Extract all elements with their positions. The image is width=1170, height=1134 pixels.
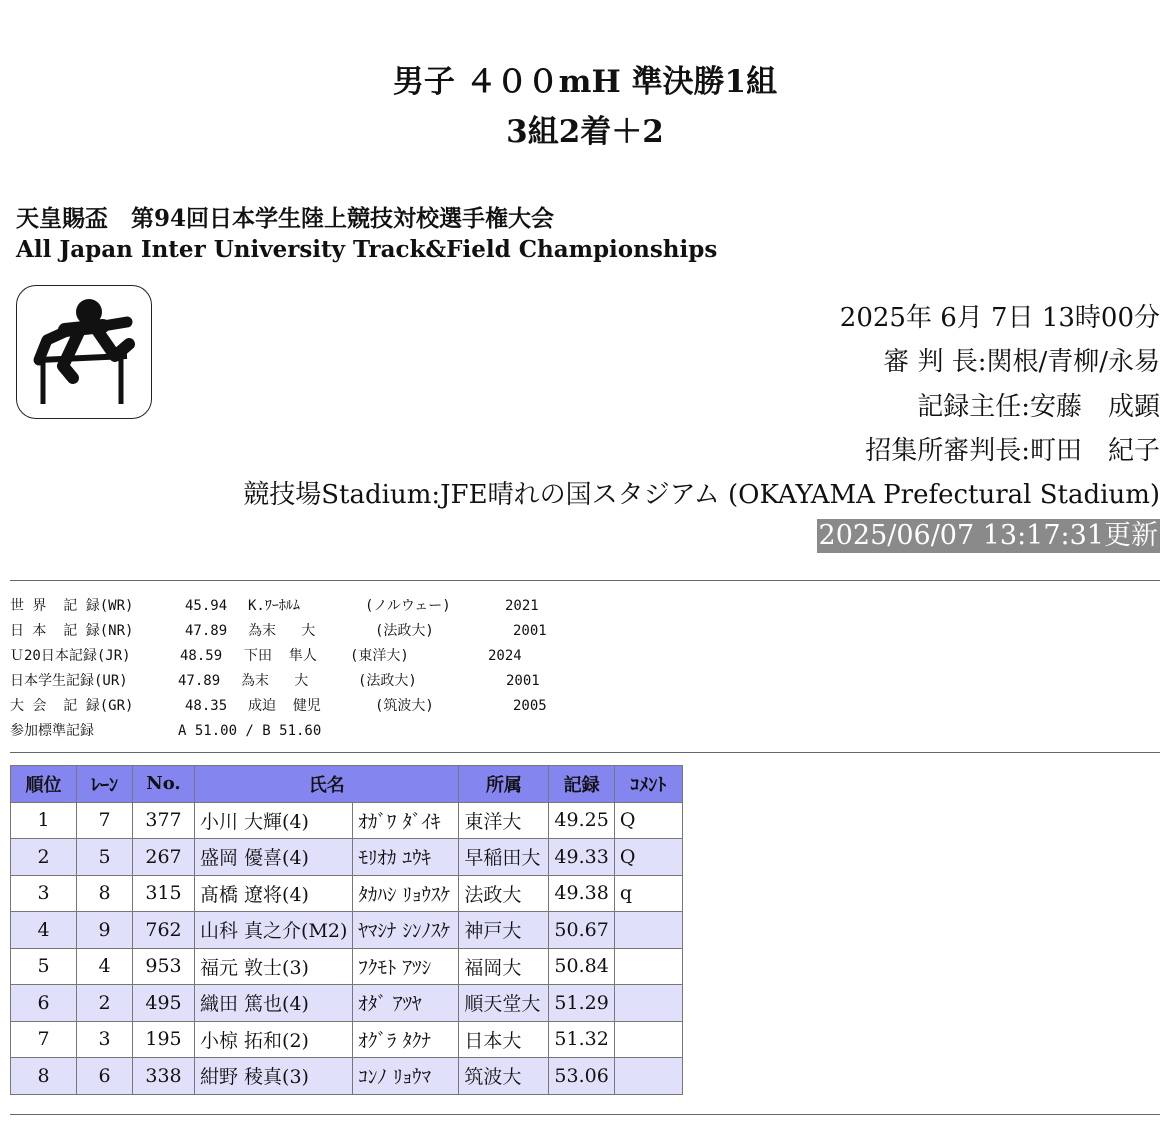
bib-cell: 195 <box>133 1021 195 1058</box>
rank-cell: 3 <box>11 875 77 912</box>
record-holder: 成迫 健児 <box>248 698 321 714</box>
mark-cell: 49.33 <box>549 839 614 876</box>
record-year: 2024 <box>488 648 522 664</box>
record-mark: 48.59 <box>180 648 223 664</box>
stadium: 競技場Stadium:JFE晴れの国スタジアム (OKAYAMA Prefectural Stadium) <box>243 480 1160 510</box>
table-row <box>11 1021 683 1058</box>
header-lane: ﾚｰﾝ <box>77 766 133 803</box>
athlete-kana: ｵﾀﾞ ｱﾂﾔ <box>353 985 459 1022</box>
record-holder: 下田 隼人 <box>244 648 317 664</box>
record-year: 2001 <box>513 623 547 639</box>
athlete-name: 髙橋 遼将(4) <box>195 875 353 912</box>
bib-cell: 495 <box>133 985 195 1022</box>
record-holder: 為末 大 <box>241 673 309 689</box>
mark-cell: 50.67 <box>549 912 614 949</box>
rank-cell: 7 <box>11 1021 77 1058</box>
bib-cell: 377 <box>133 802 195 839</box>
table-row <box>11 948 683 985</box>
team-cell: 東洋大 <box>459 802 549 839</box>
rank-cell: 1 <box>11 802 77 839</box>
qualification-rule: 3組2着＋2 <box>506 114 664 150</box>
lane-cell: 2 <box>77 985 133 1022</box>
athlete-name: 小川 大輝(4) <box>195 802 353 839</box>
chief-recorder: 記録主任:安藤 成顕 <box>917 392 1160 422</box>
team-cell: 順天堂大 <box>459 985 549 1022</box>
header-comment: ｺﾒﾝﾄ <box>614 766 682 803</box>
athlete-name: 盛岡 優喜(4) <box>195 839 353 876</box>
divider <box>10 580 1160 581</box>
athlete-kana: ﾌｸﾓﾄ ｱﾂｼ <box>353 948 459 985</box>
bib-cell: 953 <box>133 948 195 985</box>
header-rank: 順位 <box>11 766 77 803</box>
comment-cell <box>614 1058 682 1095</box>
table-row <box>11 985 683 1022</box>
referee: 審 判 長:関根/青柳/永易 <box>883 347 1160 377</box>
record-label: 日 本 記 録(NR) <box>10 623 134 639</box>
bib-cell: 762 <box>133 912 195 949</box>
lane-cell: 3 <box>77 1021 133 1058</box>
record-org: (東洋大) <box>350 648 409 664</box>
comment-cell <box>614 985 682 1022</box>
event-datetime: 2025年 6月 7日 13時00分 <box>839 303 1160 333</box>
record-year: 2021 <box>505 598 539 614</box>
record-label: 日本学生記録(UR) <box>10 673 128 689</box>
lane-cell: 6 <box>77 1058 133 1095</box>
team-cell: 日本大 <box>459 1021 549 1058</box>
table-row <box>11 1058 683 1095</box>
record-label: Ｕ20日本記録(JR) <box>10 648 131 664</box>
mark-cell: 49.38 <box>549 875 614 912</box>
standard-value: A 51.00 / B 51.60 <box>178 723 322 739</box>
record-year: 2005 <box>513 698 547 714</box>
divider <box>10 1114 1160 1115</box>
lane-cell: 5 <box>77 839 133 876</box>
bib-cell: 338 <box>133 1058 195 1095</box>
mark-cell: 49.25 <box>549 802 614 839</box>
table-header <box>11 766 683 803</box>
record-org: (法政大) <box>358 673 417 689</box>
table-row <box>11 875 683 912</box>
comment-cell <box>614 1021 682 1058</box>
lane-cell: 4 <box>77 948 133 985</box>
header-name: 氏名 <box>195 766 459 803</box>
record-label: 世 界 記 録(WR) <box>10 598 134 614</box>
call-room-referee: 招集所審判長:町田 紀子 <box>865 436 1160 466</box>
meet-name-en: All Japan Inter University Track&Field Championships <box>16 236 718 263</box>
athlete-kana: ｺﾝﾉ ﾘｮｳﾏ <box>353 1058 459 1095</box>
record-mark: 47.89 <box>178 673 221 689</box>
hurdles-icon <box>16 285 152 419</box>
mark-cell: 53.06 <box>549 1058 614 1095</box>
athlete-kana: ﾔﾏｼﾅ ｼﾝﾉｽｹ <box>353 912 459 949</box>
header-mark: 記録 <box>549 766 614 803</box>
team-cell: 法政大 <box>459 875 549 912</box>
standard-label: 参加標準記録 <box>10 723 94 739</box>
team-cell: 筑波大 <box>459 1058 549 1095</box>
athlete-name: 山科 真之介(M2) <box>195 912 353 949</box>
mark-cell: 50.84 <box>549 948 614 985</box>
athlete-name: 紺野 稜真(3) <box>195 1058 353 1095</box>
comment-cell <box>614 912 682 949</box>
header-team: 所属 <box>459 766 549 803</box>
header-no: No. <box>133 766 195 803</box>
team-cell: 早稲田大 <box>459 839 549 876</box>
athlete-name: 織田 篤也(4) <box>195 985 353 1022</box>
rank-cell: 6 <box>11 985 77 1022</box>
comment-cell <box>614 948 682 985</box>
athlete-name: 小椋 拓和(2) <box>195 1021 353 1058</box>
rank-cell: 4 <box>11 912 77 949</box>
athlete-kana: ｵｸﾞﾗ ﾀｸﾅ <box>353 1021 459 1058</box>
table-row <box>11 912 683 949</box>
comment-cell: q <box>614 875 682 912</box>
mark-cell: 51.32 <box>549 1021 614 1058</box>
bib-cell: 267 <box>133 839 195 876</box>
updated-timestamp: 2025/06/07 13:17:31更新 <box>818 520 1158 551</box>
results-table <box>10 765 683 1095</box>
athlete-name: 福元 敦士(3) <box>195 948 353 985</box>
rank-cell: 2 <box>11 839 77 876</box>
record-holder: 為末 大 <box>248 623 316 639</box>
record-org: (法政大) <box>375 623 434 639</box>
mark-cell: 51.29 <box>549 985 614 1022</box>
lane-cell: 7 <box>77 802 133 839</box>
table-row <box>11 802 683 839</box>
athlete-kana: ﾀｶﾊｼ ﾘｮｳｽｹ <box>353 875 459 912</box>
record-mark: 48.35 <box>185 698 228 714</box>
team-cell: 神戸大 <box>459 912 549 949</box>
divider <box>10 752 1160 753</box>
athlete-kana: ｵｶﾞﾜ ﾀﾞｲｷ <box>353 802 459 839</box>
record-mark: 47.89 <box>185 623 228 639</box>
rank-cell: 5 <box>11 948 77 985</box>
page-title: 男子 ４００mH 準決勝1組 <box>392 64 778 100</box>
record-org: (筑波大) <box>375 698 434 714</box>
lane-cell: 8 <box>77 875 133 912</box>
meet-name-jp: 天皇賜盃 第94回日本学生陸上競技対校選手権大会 <box>16 205 555 232</box>
lane-cell: 9 <box>77 912 133 949</box>
record-org: (ノルウェー) <box>365 598 451 614</box>
record-holder: K.ﾜｰﾎﾙﾑ <box>248 598 300 614</box>
bib-cell: 315 <box>133 875 195 912</box>
record-mark: 45.94 <box>185 598 228 614</box>
comment-cell: Q <box>614 802 682 839</box>
athlete-kana: ﾓﾘｵｶ ﾕｳｷ <box>353 839 459 876</box>
record-label: 大 会 記 録(GR) <box>10 698 134 714</box>
table-row <box>11 839 683 876</box>
team-cell: 福岡大 <box>459 948 549 985</box>
comment-cell: Q <box>614 839 682 876</box>
rank-cell: 8 <box>11 1058 77 1095</box>
record-year: 2001 <box>506 673 540 689</box>
